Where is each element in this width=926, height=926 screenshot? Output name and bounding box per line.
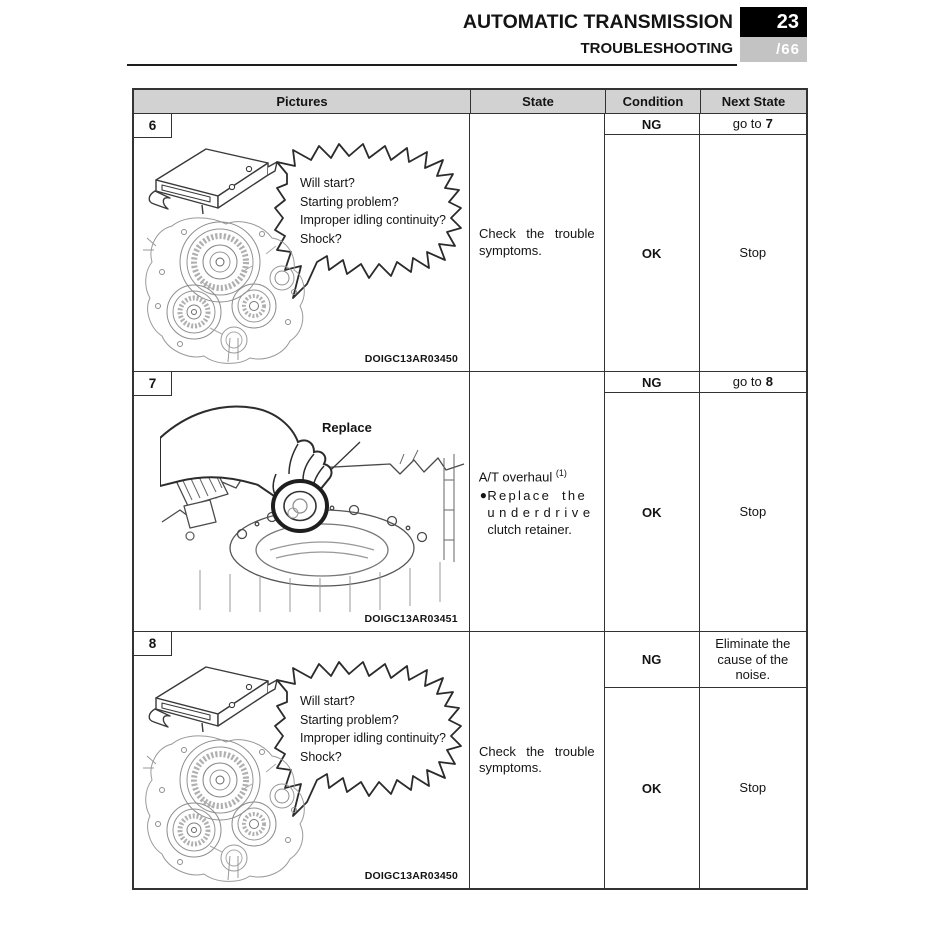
column-header-pictures: Pictures: [134, 90, 471, 113]
figure-caption: DOIGC13AR03450: [364, 870, 458, 882]
figure-ecu-transmission: [134, 114, 469, 371]
bubble-line: Improper idling continuity?: [300, 731, 446, 745]
speech-bubble-text: [300, 692, 446, 766]
bubble-line: Starting problem?: [300, 194, 399, 209]
step-number: 6: [134, 114, 172, 138]
overhaul-title: A/T overhaul $^{(1)}$: [478, 467, 567, 485]
table-row-7: [134, 372, 806, 632]
state-cell-7: [470, 372, 605, 631]
next-state-value: Stop: [739, 245, 767, 261]
condition-value: OK: [605, 135, 700, 371]
table-header-row: [134, 90, 806, 114]
column-header-state: State: [471, 90, 606, 113]
condition-next-cells-7: [605, 372, 806, 631]
goto-target: 8: [765, 374, 773, 390]
figure-caption: DOIGC13AR03450: [364, 353, 458, 365]
condition-value: NG: [605, 114, 700, 134]
figure-hand-seal: [134, 372, 469, 631]
column-header-condition: Condition: [606, 90, 701, 113]
footnote-superscript: (1): [555, 467, 567, 478]
bubble-line: Improper idling continuity?: [300, 213, 446, 227]
bubble-line: Will start?: [300, 694, 355, 708]
next-state-value: Stop: [739, 780, 767, 796]
condition-next-cells-8: [605, 632, 806, 888]
bullet-line: clutch retainer.: [487, 522, 572, 538]
ok-subrow: [605, 393, 806, 631]
table-row-8: [134, 632, 806, 888]
table-row-6: [134, 114, 806, 372]
pictures-cell-8: [134, 632, 470, 888]
bullet-line: underdrive: [487, 505, 595, 521]
bullet-line: Replace the: [487, 488, 587, 504]
state-text: Check the trouble symptoms.: [479, 743, 595, 775]
chapter-number-badge: 23: [740, 7, 807, 37]
ng-subrow: [605, 114, 806, 135]
condition-next-cells-6: [605, 114, 806, 371]
bullet-icon: ●: [479, 488, 487, 503]
pictures-cell-7: [134, 372, 470, 631]
condition-value: OK: [605, 688, 700, 888]
hand-seal-illustration: [160, 400, 466, 616]
step-number: 7: [134, 372, 172, 396]
goto-target: 7: [765, 116, 773, 132]
transmission-illustration: [142, 210, 310, 368]
page-title: AUTOMATIC TRANSMISSION: [462, 11, 733, 33]
replace-label: Replace: [322, 420, 372, 435]
goto-prefix: go to: [732, 116, 762, 132]
next-state-value: [700, 114, 806, 134]
step-number: 8: [134, 632, 172, 656]
troubleshooting-table: [132, 88, 808, 890]
page-subtitle: TROUBLESHOOTING: [580, 40, 733, 57]
ok-subrow: [605, 135, 806, 371]
speech-bubble-text: [300, 174, 446, 248]
column-header-next-state: Next State: [721, 94, 786, 109]
bubble-line: Will start?: [300, 176, 355, 190]
condition-value: NG: [605, 632, 700, 687]
next-state-value: [700, 372, 806, 392]
transmission-illustration: [142, 728, 310, 886]
state-cell-6: [470, 114, 605, 371]
page-number-badge: /66: [740, 37, 807, 62]
bubble-line: Shock?: [300, 231, 342, 246]
ok-subrow: [605, 688, 806, 888]
ng-subrow: [605, 632, 806, 688]
state-text: Check the trouble symptoms.: [479, 226, 595, 258]
bubble-line: Shock?: [300, 749, 342, 764]
state-cell-8: [470, 632, 605, 888]
pictures-cell-6: [134, 114, 470, 371]
header-rule: [127, 64, 737, 66]
goto-prefix: go to: [732, 374, 762, 390]
condition-value: OK: [605, 393, 700, 631]
bubble-line: Starting problem?: [300, 712, 399, 727]
figure-ecu-transmission: [134, 632, 469, 888]
state-text: [470, 465, 604, 538]
condition-value: NG: [605, 372, 700, 392]
ng-subrow: [605, 372, 806, 393]
bullet-item: [479, 487, 595, 538]
next-state-value: Eliminate the cause of the noise.: [715, 636, 791, 683]
hand-seal-drawing: [160, 400, 466, 616]
figure-caption: DOIGC13AR03451: [364, 613, 458, 625]
next-state-value: Stop: [739, 504, 767, 520]
